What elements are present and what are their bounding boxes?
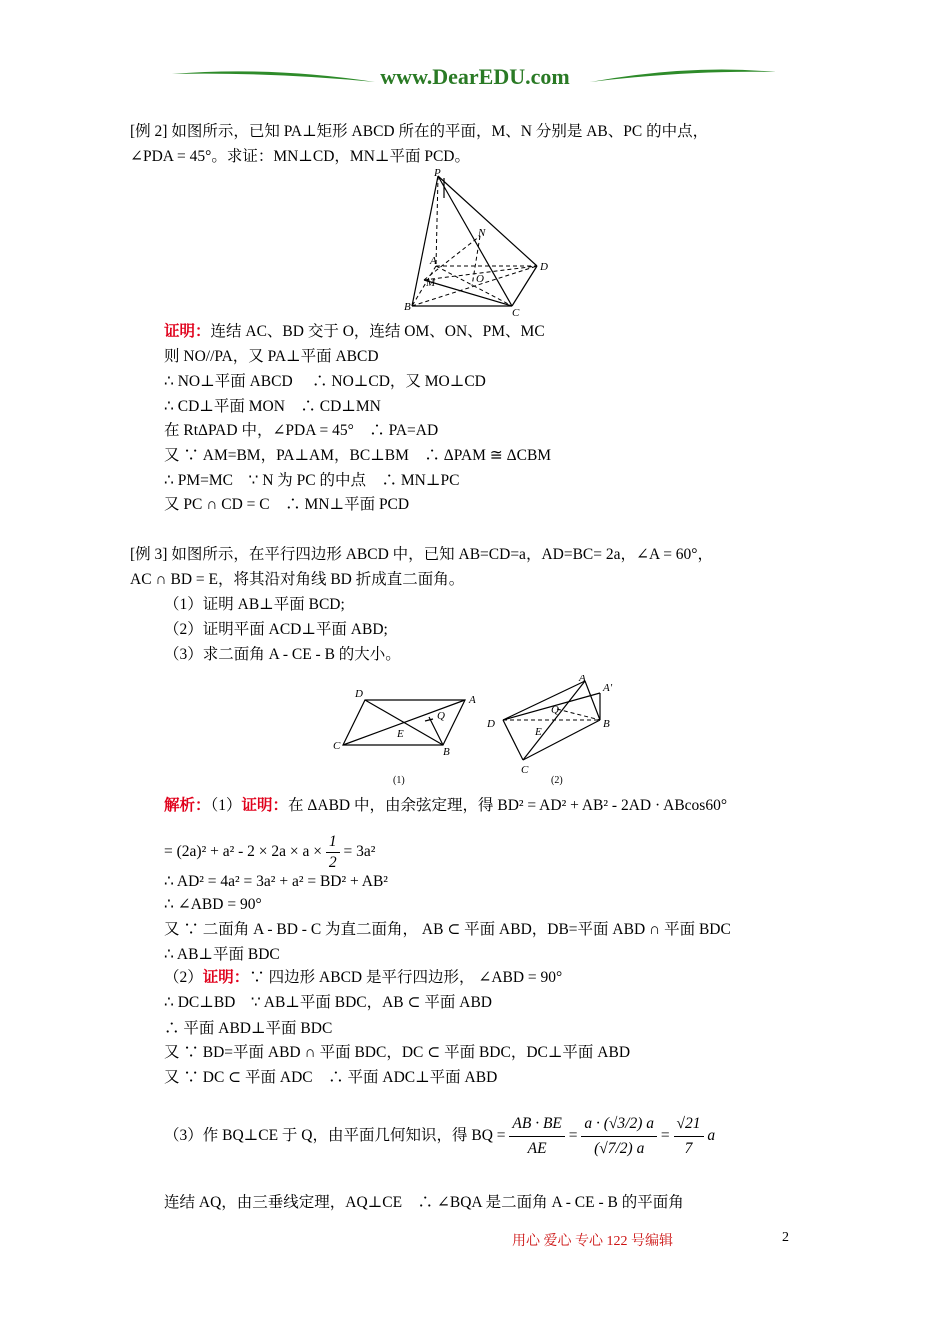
fig1-caption: (1) <box>393 775 405 786</box>
fig2-label-d: D <box>487 718 495 730</box>
proof-label: 证明： <box>164 323 211 340</box>
ex2-proof-line8: 又 PC ∩ CD = C ∴ MN⊥平面 PCD <box>164 496 410 513</box>
ex2-line2: ∠PDA = 45°。求证：MN⊥CD，MN⊥平面 PCD。 <box>130 148 470 165</box>
ex3-s1a: 在 ΔABD 中，由余弦定理，得 BD² = AD² + AB² - 2AD · ABcos60° <box>288 797 728 814</box>
ex3-question2: （2）证明平面 ACD⊥平面 ABD; <box>164 621 388 638</box>
fig2-label-e: E <box>535 726 542 738</box>
fraction-ab-be-over-ae: $\frac{AB \cdot BE}{AE}$ <box>509 1112 565 1161</box>
ex3-figures <box>325 675 625 790</box>
ex3-solution-line3: ∴ AD² = 4a² = 3a² + a² = BD² + AB² <box>164 873 388 890</box>
label-a: A <box>430 255 437 267</box>
header-banner <box>170 62 780 96</box>
ex2-proof-text1: 连结 AC、BD 交于 O，连结 OM、ON、PM、MC <box>210 323 545 340</box>
ex3-solution-line11: 又 ∵ DC ⊂ 平面 ADC ∴ 平面 ADC⊥平面 ABD <box>164 1069 498 1086</box>
site-name[interactable]: www.DearEDU.com <box>380 64 570 89</box>
fig1-label-q: Q <box>437 710 445 722</box>
ex2-proof-line3: ∴ NO⊥平面 ABCD ∴ NO⊥CD，又 MO⊥CD <box>164 373 486 390</box>
equals-sign-1: = <box>568 1127 578 1145</box>
equals-sign-2: = <box>660 1127 670 1145</box>
label-n: N <box>478 227 486 239</box>
part1-prefix: （1） <box>210 797 242 814</box>
part2-prefix: （2） <box>164 969 203 986</box>
ex3-line2: AC ∩ BD = E，将其沿对角线 BD 折成直二面角。 <box>130 571 465 588</box>
ex2-proof-line4: ∴ CD⊥平面 MON ∴ CD⊥MN <box>164 398 381 415</box>
ex3-s1b: = (2a)² + a² - 2 × 2a × a × <box>164 843 323 861</box>
ex3-s3a: （3）作 BQ⊥CE 于 Q，由平面几何知识，得 BQ = <box>164 1127 506 1145</box>
ex2-proof-line6: 又 ∵ AM=BM，PA⊥AM，BC⊥BM ∴ ΔPAM ≅ ΔCBM <box>164 447 552 464</box>
ex2-proof-line5: 在 RtΔPAD 中，∠PDA = 45° ∴ PA=AD <box>164 422 439 439</box>
ex2-pyramid-figure <box>400 168 560 318</box>
ex3-solution-line1 <box>164 796 727 816</box>
ex3-solution-line8: ∴ DC⊥BD ∵ AB⊥平面 BDC，AB ⊂ 平面 ABD <box>164 994 492 1011</box>
ex3-line1: [例 3] 如图所示，在平行四边形 ABCD 中，已知 AB=CD=a，AD=BC= 2a，∠A = 60°， <box>130 546 714 563</box>
variable-a: a <box>707 1127 716 1145</box>
ex3-question1: （1）证明 AB⊥平面 BCD; <box>164 596 345 613</box>
ex3-solution-line6: ∴ AB⊥平面 BDC <box>164 946 280 963</box>
label-d: D <box>540 261 548 273</box>
fig1-label-e: E <box>397 728 404 740</box>
analysis-label: 解析： <box>164 797 211 814</box>
fraction-one-half: $\frac{1}{2}$ <box>326 832 340 873</box>
fig2-caption: (2) <box>551 775 563 786</box>
ex2-proof-line7: ∴ PM=MC ∵ N 为 PC 的中点 ∴ MN⊥PC <box>164 472 460 489</box>
ex3-solution-line7 <box>164 968 562 988</box>
fig2-label-q: Q <box>551 704 559 716</box>
page-number: 2 <box>782 1230 789 1245</box>
fig1-label-c: C <box>333 740 341 752</box>
fraction-sqrt21-over-7: $\frac{√21}{7}$ <box>674 1112 704 1161</box>
fig1-label-b: B <box>443 746 450 758</box>
proof-label-1: 证明： <box>241 797 289 814</box>
ex3-solution-line4: ∴ ∠ABD = 90° <box>164 896 262 913</box>
label-o: O <box>476 273 484 285</box>
ex3-solution-line5: 又 ∵ 二面角 A - BD - C 为直二面角， AB ⊂ 平面 ABD，DB=平面 ABD ∩ 平面 BDC <box>164 921 731 938</box>
ex2-proof-line2: 则 NO//PA，又 PA⊥平面 ABCD <box>164 348 379 365</box>
footer-text: 用心 爱心 专心 122 号编辑 <box>512 1234 673 1249</box>
proof-label-2: 证明： <box>202 969 250 986</box>
label-c: C <box>512 307 520 318</box>
fig2-label-a: A <box>579 675 586 684</box>
fig2-label-a-prime: A' <box>603 682 613 694</box>
fig1-label-d: D <box>355 688 363 700</box>
ex3-solution-line13: 连结 AQ，由三垂线定理，AQ⊥CE ∴ ∠BQA 是二面角 A - CE - B 的平面角 <box>164 1194 684 1211</box>
fig1-label-a: A <box>469 694 476 706</box>
fig2-label-c: C <box>521 764 529 776</box>
ex3-s2a: ∵ 四边形 ABCD 是平行四边形， ∠ABD = 90° <box>249 969 563 986</box>
fraction-sqrt3-over-sqrt7: $\frac{a \cdot (√3/2) a}{(√7/2) a}$ <box>581 1112 657 1161</box>
ex3-solution-line9: ∴ 平面 ABD⊥平面 BDC <box>164 1020 333 1037</box>
ex3-s1b-tail: = 3a² <box>343 843 376 861</box>
fig2-label-b: B <box>603 718 610 730</box>
label-m: M <box>426 277 436 289</box>
ex3-solution-line2 <box>164 832 375 873</box>
ex2-proof-line1 <box>164 322 545 342</box>
ex3-question3: （3）求二面角 A - CE - B 的大小。 <box>164 646 401 663</box>
ex2-line1: [例 2] 如图所示，已知 PA⊥矩形 ABCD 所在的平面，M、N 分别是 AB、PC 的中点， <box>130 123 709 140</box>
ex3-solution-line12 <box>164 1112 715 1161</box>
label-p: P <box>434 168 441 179</box>
ex3-solution-line10: 又 ∵ BD=平面 ABD ∩ 平面 BDC，DC ⊂ 平面 BDC，DC⊥平面 ABD <box>164 1044 631 1061</box>
label-b: B <box>404 301 411 313</box>
